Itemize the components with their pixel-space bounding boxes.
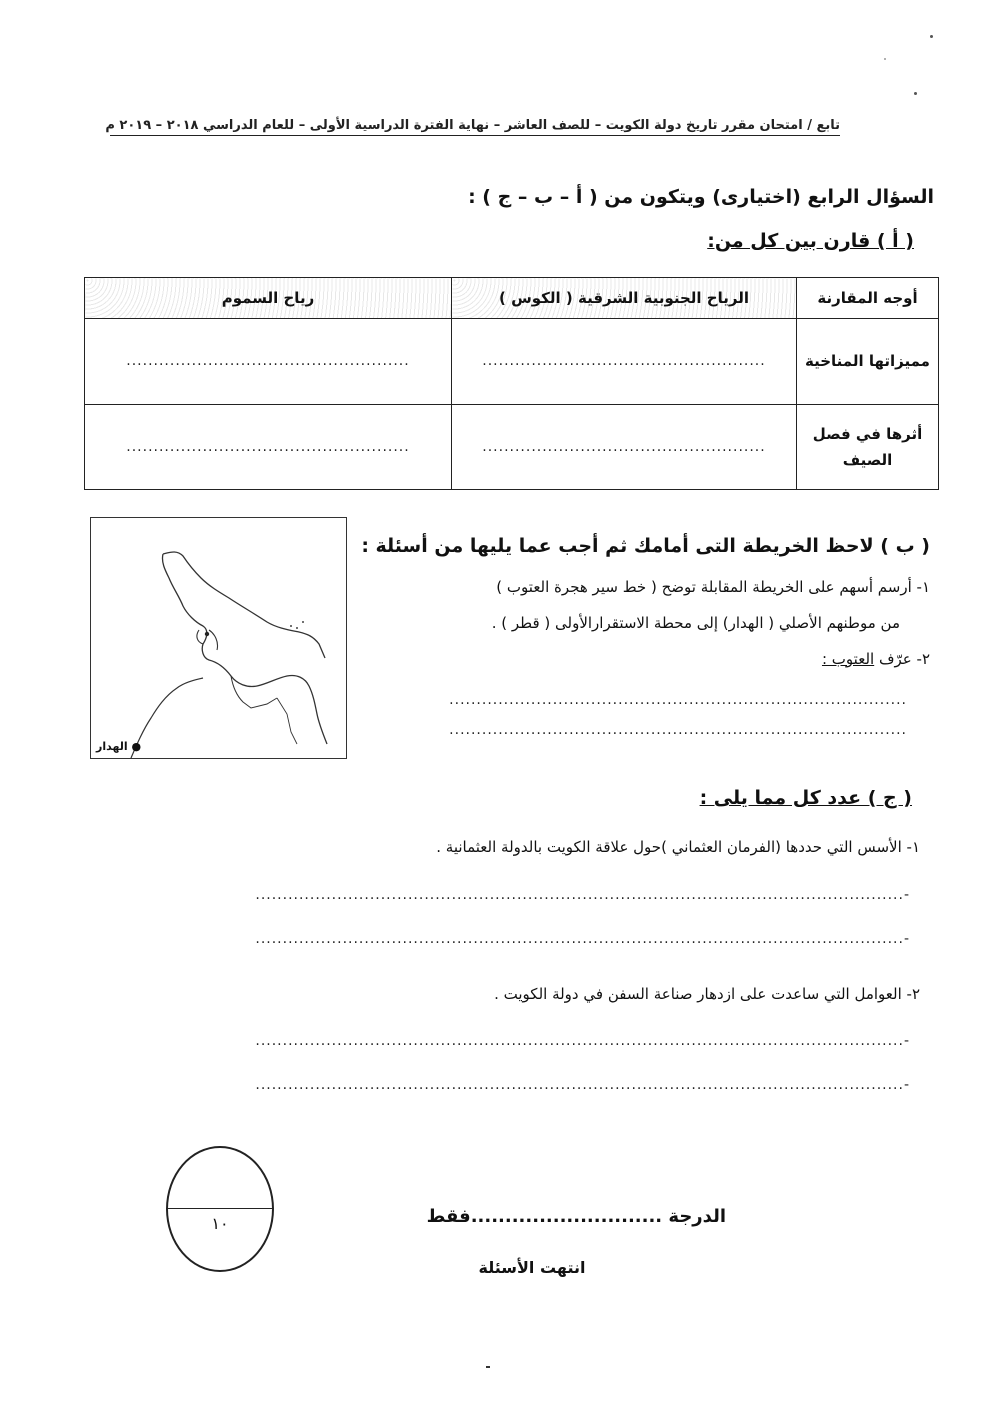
answer-line[interactable]: -....................................................................................................................... [255, 1033, 910, 1049]
header-comparison-aspects: أوجه المقارنة [797, 278, 939, 319]
part-c-item1: ١- الأسس التي حددها (الفرمان العثماني )حول علاقة الكويت بالدولة العثمانية . [436, 838, 920, 856]
part-b-item2 [822, 650, 930, 668]
end-of-questions: انتهت الأسئلة [478, 1258, 586, 1277]
answer-field[interactable]: .................................................... [452, 404, 797, 489]
gulf-map[interactable] [90, 517, 347, 759]
row-summer-effect: أثرها في فصل الصيف [797, 404, 939, 489]
answer-line[interactable]: .................................................................................... [449, 722, 907, 738]
part-b-heading: ( ب ) لاحظ الخريطة التى أمامك ثم أجب عما يليها من أسئلة : [361, 535, 930, 557]
part-b-item1-line1: ١- أرسم أسهم على الخريطة المقابلة توضح ( خط سير هجرة العتوب ) [496, 578, 930, 596]
table-row [85, 319, 939, 404]
header-samoom-winds: رياح السموم [85, 278, 452, 319]
answer-line[interactable]: -....................................................................................................................... [255, 931, 910, 947]
answer-field[interactable]: .................................................... [85, 404, 452, 489]
part-c-item2: ٢- العوامل التي ساعدت على ازدهار صناعة السفن في دولة الكويت . [494, 985, 920, 1003]
scan-speck [884, 58, 886, 60]
part-b-item2-term: العتوب : [821, 650, 875, 668]
table-header-row [85, 278, 939, 319]
row-climate-features: مميزاتها المناخية [797, 319, 939, 404]
grade-line: الدرجة ............................فقط [426, 1206, 726, 1227]
part-b-item2-label: ٢- عرّف [878, 650, 930, 668]
score-divider [168, 1208, 272, 1209]
scan-speck [930, 35, 933, 38]
scan-speck [486, 1366, 490, 1368]
comparison-table [84, 277, 939, 490]
answer-line[interactable]: -....................................................................................................................... [255, 1077, 910, 1093]
part-b-item1-line2: من موطنهم الأصلي ( الهدار) إلى محطة الاستقرارالأولى ( قطر ) . [491, 614, 900, 632]
scan-speck [914, 92, 917, 95]
answer-field[interactable]: .................................................... [85, 319, 452, 404]
exam-header: تابع / امتحان مقرر تاريخ دولة الكويت – للصف العاشر – نهاية الفترة الدراسية الأولى – للعام الدراسي ٢٠١٨ – ٢٠١٩ م [110, 118, 840, 136]
part-a-heading: ( أ ) قارن بين كل من: [707, 230, 914, 252]
part-c-heading: ( ج ) عدد كل مما يلى : [699, 787, 912, 809]
score-max: ١٠ [211, 1214, 229, 1233]
table-row [85, 404, 939, 489]
answer-line[interactable]: .................................................................................... [449, 692, 907, 708]
question-4-title: السؤال الرابع (اختيارى) ويتكون من ( أ – ب – ج ) : [468, 186, 934, 208]
score-circle [166, 1146, 274, 1272]
map-label-alhadar: ● الهدار [96, 740, 142, 753]
answer-line[interactable]: -....................................................................................................................... [255, 887, 910, 903]
gulf-map-drawing [91, 518, 346, 758]
answer-field[interactable]: .................................................... [452, 319, 797, 404]
header-southeast-winds: الرياح الجنوبية الشرقية ( الكوس ) [452, 278, 797, 319]
